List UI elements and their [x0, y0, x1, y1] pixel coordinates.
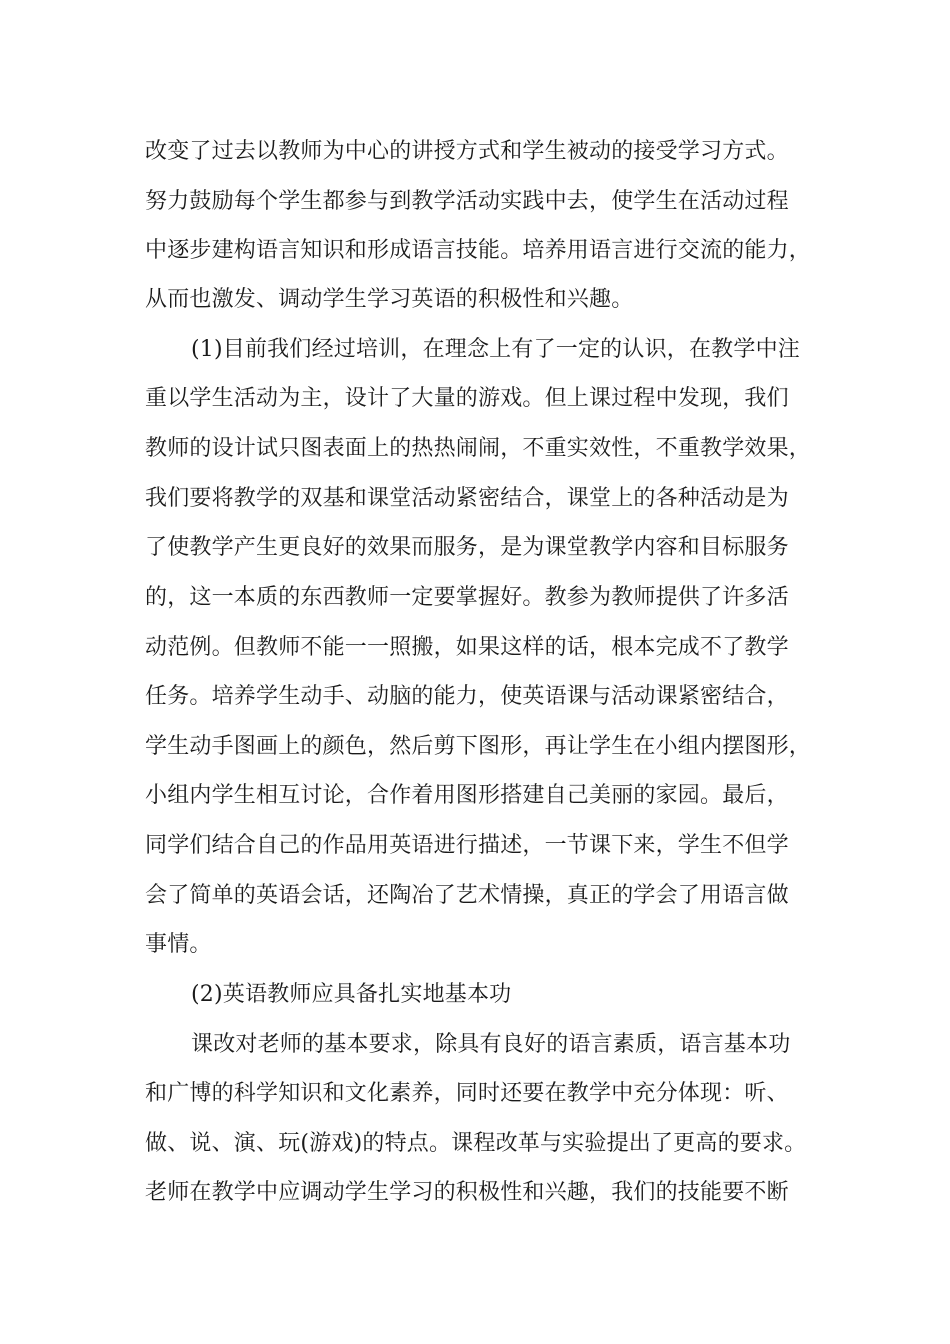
- text-line: 教师的设计试只图表面上的热热闹闹，不重实效性，不重教学效果，: [145, 436, 812, 461]
- text-line: 任务。培养学生动手、动脑的能力，使英语课与活动课紧密结合，: [145, 684, 789, 709]
- text-line: 努力鼓励每个学生都参与到教学活动实践中去，使学生在活动过程: [145, 189, 789, 214]
- text-line: 中逐步建构语言知识和形成语言技能。培养用语言进行交流的能力，: [145, 238, 812, 263]
- text-line: 了使教学产生更良好的效果而服务，是为课堂教学内容和目标服务: [145, 535, 789, 560]
- text-line: 会了简单的英语会话，还陶冶了艺术情操，真正的学会了用语言做: [145, 883, 789, 908]
- text-line: 从而也激发、调动学生学习英语的积极性和兴趣。: [145, 287, 634, 312]
- text-line: 做、说、演、玩(游戏)的特点。课程改革与实验提出了更高的要求。: [145, 1131, 807, 1156]
- section-heading: (2)英语教师应具备扎实地基本功: [191, 982, 512, 1007]
- text-line: 我们要将教学的双基和课堂活动紧密结合，课堂上的各种活动是为: [145, 486, 789, 511]
- text-line: 改变了过去以教师为中心的讲授方式和学生被动的接受学习方式。: [145, 139, 789, 164]
- text-line: 学生动手图画上的颜色，然后剪下图形，再让学生在小组内摆图形，: [145, 734, 812, 759]
- text-line: 同学们结合自己的作品用英语进行描述，一节课下来，学生不但学: [145, 833, 789, 858]
- paragraph-first-line: (1)目前我们经过培训，在理念上有了一定的认识，在教学中注: [191, 337, 800, 362]
- paragraph-first-line: 课改对老师的基本要求，除具有良好的语言素质，语言基本功: [191, 1032, 791, 1057]
- text-line: 动范例。但教师不能一一照搬，如果这样的话，根本完成不了教学: [145, 635, 789, 660]
- text-line: 重以学生活动为主，设计了大量的游戏。但上课过程中发现，我们: [145, 386, 789, 411]
- text-line: 小组内学生相互讨论，合作着用图形搭建自己美丽的家园。最后，: [145, 783, 789, 808]
- text-line: 事情。: [145, 932, 212, 957]
- text-line: 老师在教学中应调动学生学习的积极性和兴趣，我们的技能要不断: [145, 1180, 789, 1205]
- text-line: 的，这一本质的东西教师一定要掌握好。教参为教师提供了许多活: [145, 585, 789, 610]
- text-line: 和广博的科学知识和文化素养，同时还要在教学中充分体现：听、: [145, 1081, 789, 1106]
